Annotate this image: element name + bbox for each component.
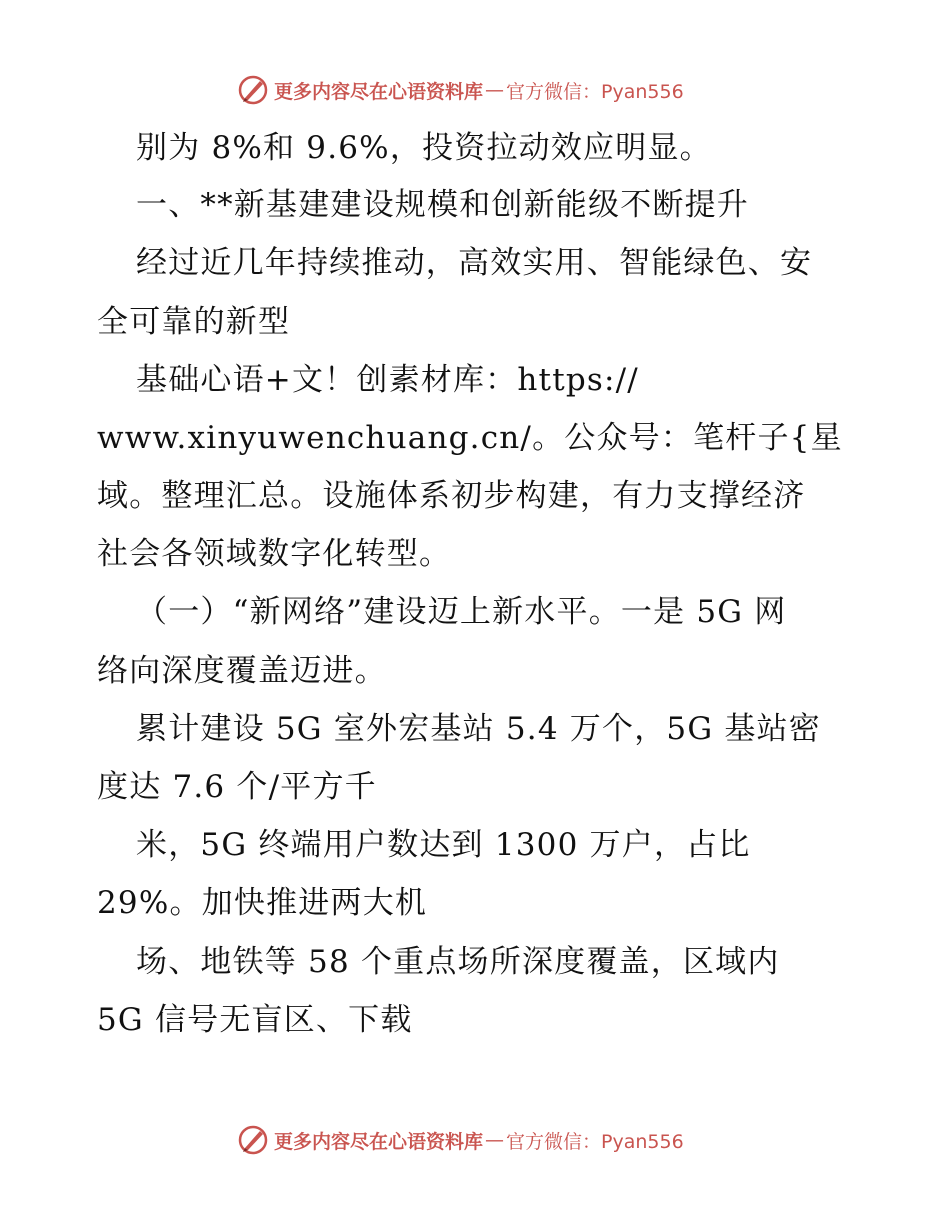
watermark-header [236,72,684,108]
text-line: www.xinyuwenchuang.cn/。公众号：笔杆子{星 [97,420,843,456]
watermark-footer [236,1122,684,1158]
text-line: 别为 8%和 9.6%，投资拉动效应明显。 [136,130,712,166]
text-line: 29%。加快推进两大机 [97,885,428,921]
text-line: 经过近几年持续推动，高效实用、智能绿色、安 [136,245,813,281]
watermark-separator: — [485,1129,505,1151]
text-line: （一）“新网络”建设迈上新水平。一是 5G 网 [136,594,787,630]
text-line: 一、**新基建建设规模和创新能级不断提升 [136,187,749,223]
quill-pen-icon [236,73,270,107]
text-line: 基础心语+文！创素材库：https:// [136,362,639,398]
watermark-wechat: 官方微信：Pyan556 [506,1130,684,1153]
text-line: 米，5G 终端用户数达到 1300 万户，占比 [136,827,751,863]
text-line: 全可靠的新型 [97,304,291,340]
watermark-brand: 更多内容尽在心语资料库 [274,1130,484,1153]
text-line: 度达 7.6 个/平方千 [97,769,377,805]
text-line: 累计建设 5G 室外宏基站 5.4 万个，5G 基站密 [136,711,821,747]
watermark-brand: 更多内容尽在心语资料库 [274,80,484,103]
watermark-wechat: 官方微信：Pyan556 [506,80,684,103]
watermark-separator: — [485,79,505,101]
text-line: 场、地铁等 58 个重点场所深度覆盖，区域内 [136,944,780,980]
text-line: 域。整理汇总。设施体系初步构建，有力支撑经济 [97,478,806,514]
text-line: 5G 信号无盲区、下载 [97,1002,413,1038]
text-line: 社会各领域数字化转型。 [97,536,452,572]
text-line: 络向深度覆盖迈进。 [97,653,387,689]
quill-pen-icon [236,1123,270,1157]
